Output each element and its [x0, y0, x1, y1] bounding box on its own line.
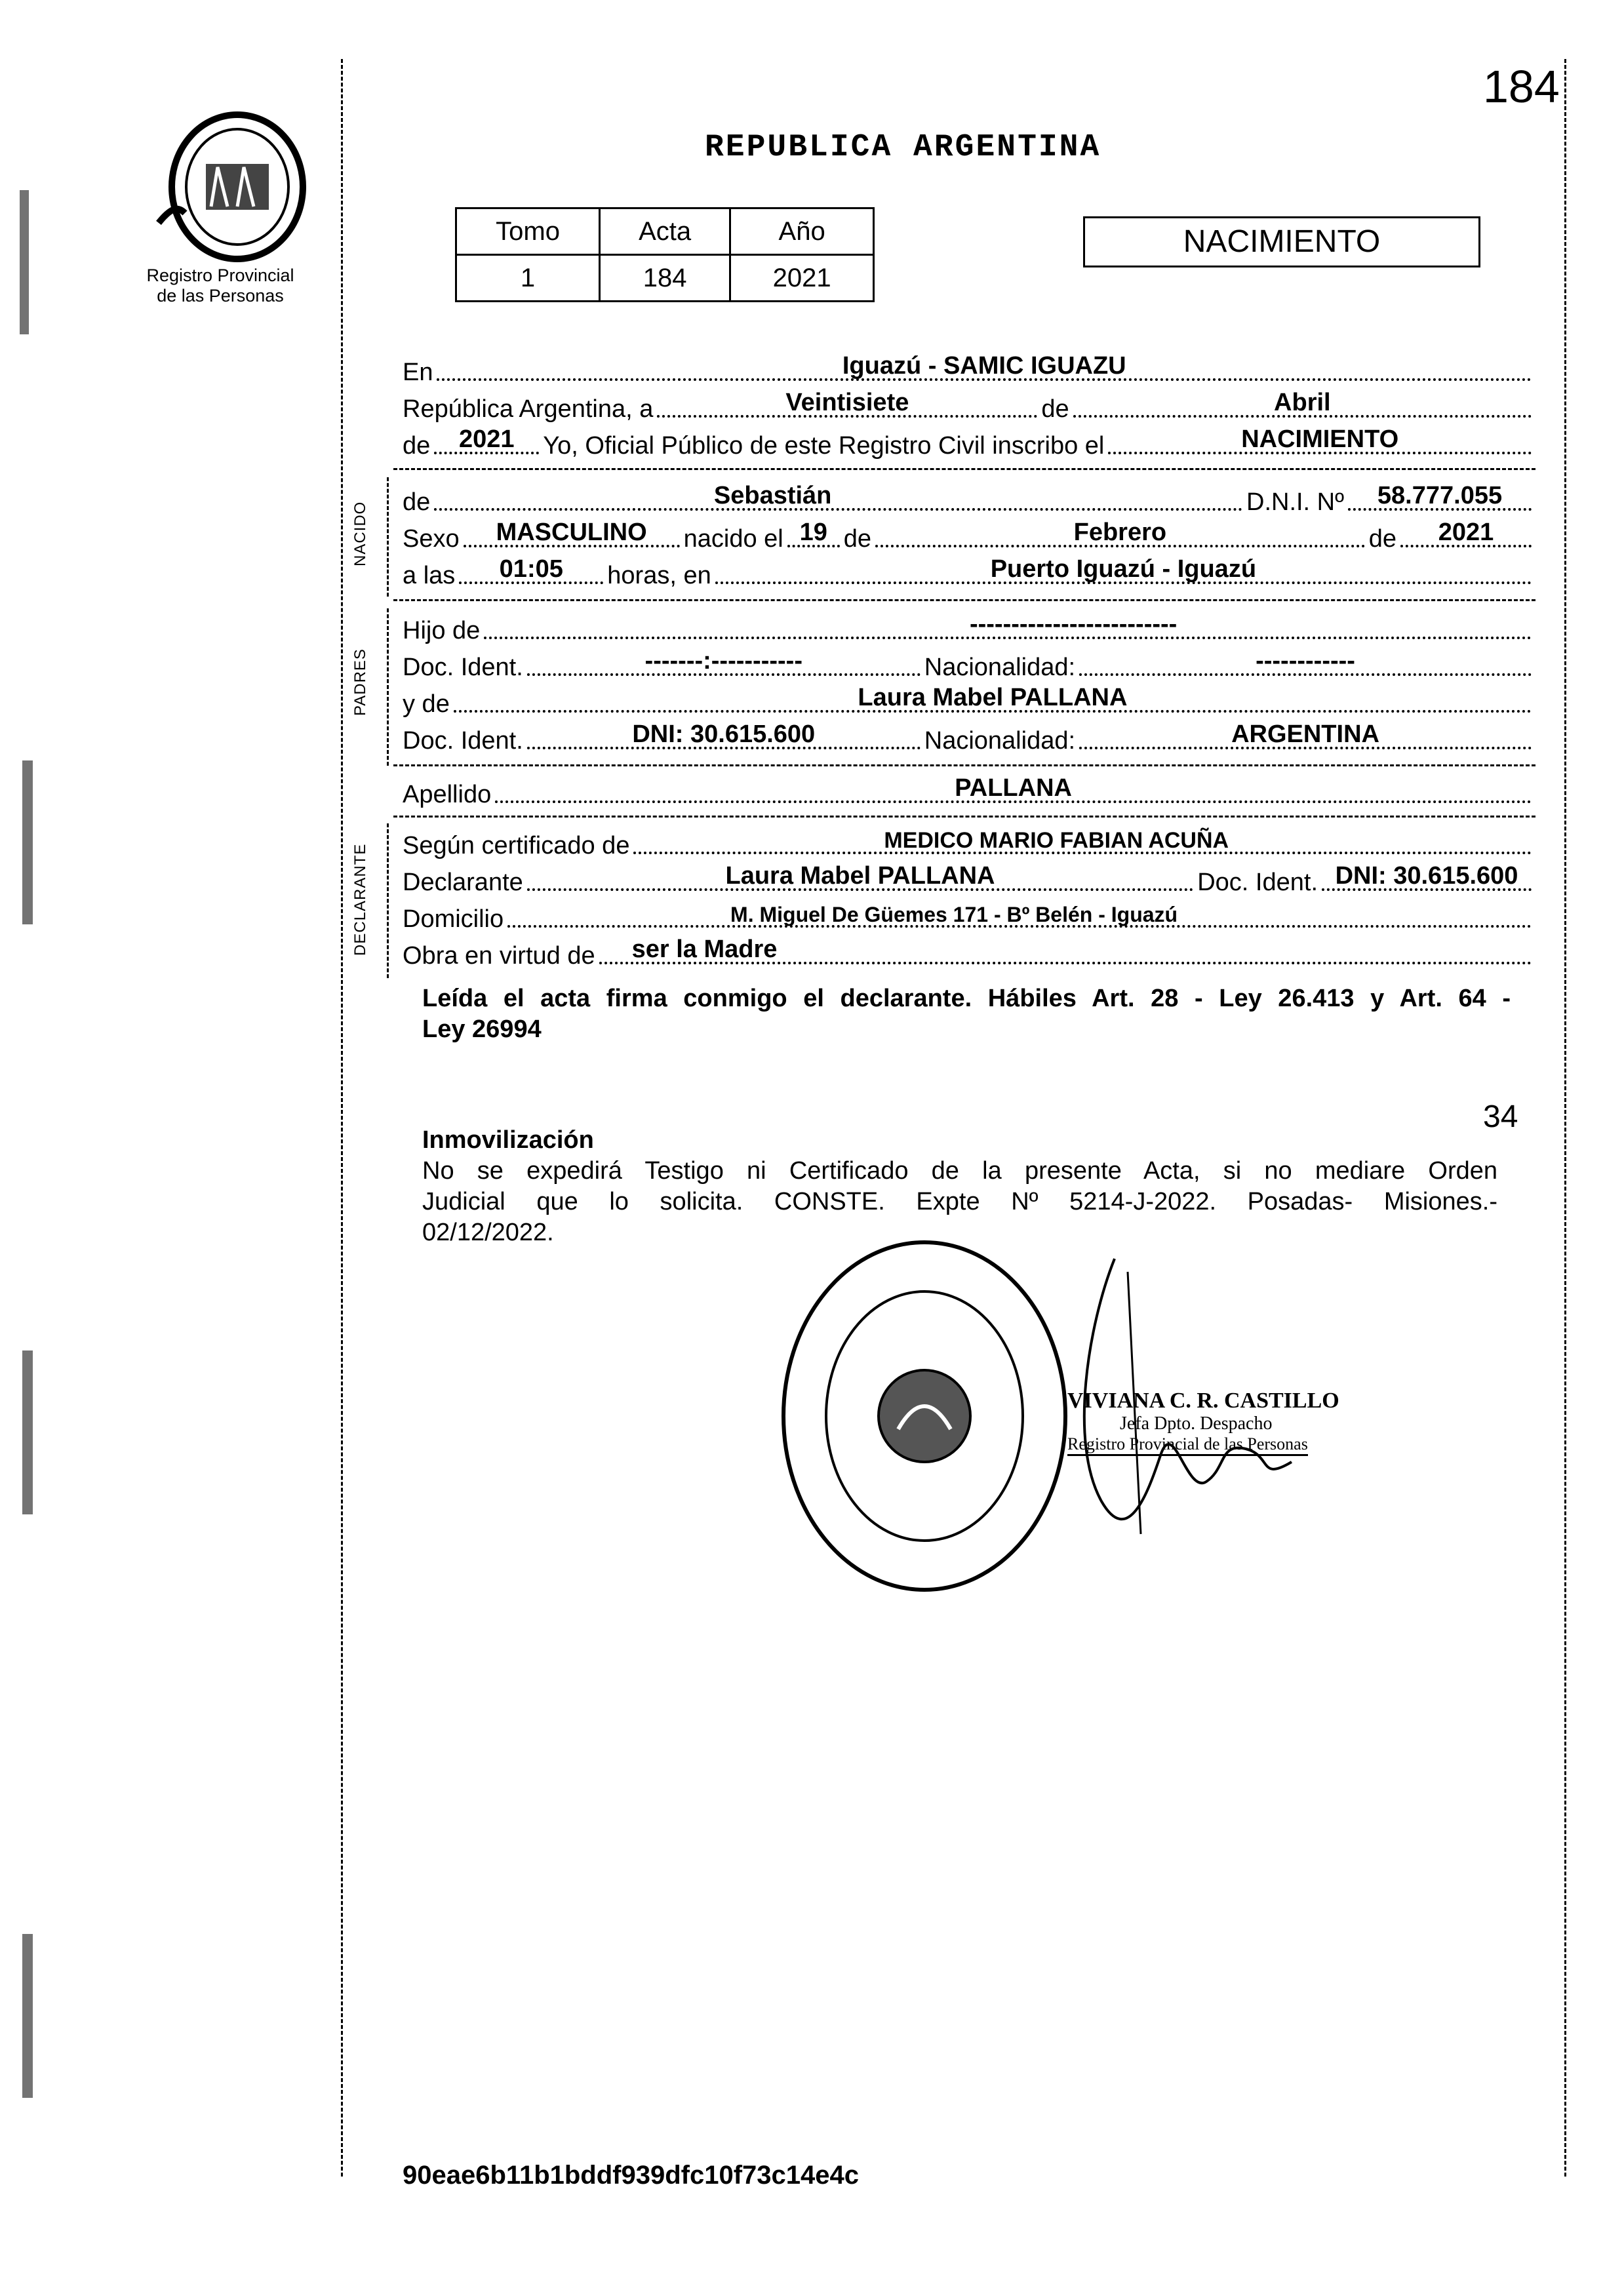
nac2: ARGENTINA — [1231, 720, 1379, 748]
misiones-emblem-icon — [146, 108, 316, 272]
label-nac1: Nacionalidad: — [924, 654, 1076, 681]
province-emblem — [146, 108, 316, 272]
row-hijo-de — [403, 608, 1535, 645]
month: Abril — [1274, 389, 1331, 416]
side-label-declarante: DECLARANTE — [351, 843, 369, 956]
divider-apellido — [393, 816, 1535, 818]
label-dni: D.N.I. Nº — [1246, 488, 1344, 516]
label-obra: Obra en virtud de — [403, 942, 595, 970]
header-anio: Año — [730, 208, 874, 255]
declarante-bracket — [387, 823, 389, 978]
year: 2021 — [459, 425, 515, 453]
nac1: ------------ — [1256, 647, 1355, 675]
scan-artifact-3 — [22, 1350, 33, 1514]
signatory-name: VIVIANA C. R. CASTILLO — [1067, 1389, 1339, 1413]
label-doc-decl: Doc. Ident. — [1197, 869, 1318, 896]
act: NACIMIENTO — [1241, 425, 1399, 453]
row-republica — [403, 387, 1535, 424]
seal-icon — [774, 1232, 1075, 1600]
closing-text — [422, 983, 1511, 1045]
divider-nacido — [393, 599, 1535, 601]
label-republica: República Argentina, a — [403, 395, 654, 423]
doc1: -------:----------- — [644, 647, 802, 675]
registration-header-row — [456, 208, 874, 255]
label-name-de: de — [403, 488, 431, 516]
registry-line-1: Registro Provincial — [146, 266, 294, 285]
obra: ser la Madre — [631, 936, 778, 963]
label-nac2: Nacionalidad: — [924, 727, 1076, 755]
right-margin-line — [1564, 59, 1566, 2177]
yo-text: Yo, Oficial Público de este Registro Civil inscribo el — [543, 432, 1105, 460]
row-hora — [403, 553, 1535, 590]
place: Iguazú - SAMIC IGUAZU — [842, 352, 1126, 380]
note-number: 34 — [1483, 1099, 1518, 1134]
father: ------------------------- — [969, 610, 1178, 638]
label-doc1: Doc. Ident. — [403, 654, 523, 681]
registry-name — [122, 266, 319, 306]
child-dni: 58.777.055 — [1377, 482, 1503, 509]
sexo: MASCULINO — [496, 519, 647, 546]
document-hash: 90eae6b11b1bddf939dfc10f73c14e4c — [403, 2161, 860, 2190]
left-margin-line — [341, 59, 343, 2177]
inmovilizacion-line-1: No se expedirá Testigo ni Certificado de la presente Acta, si no mediare Orden — [422, 1157, 1497, 1185]
label-de: de — [1041, 395, 1069, 423]
record-type: NACIMIENTO — [1183, 224, 1381, 259]
inmovilizacion-block — [422, 1125, 1497, 1248]
nacido-bracket — [387, 477, 389, 597]
header-acta: Acta — [600, 208, 730, 255]
scan-artifact-2 — [22, 760, 33, 924]
label-de3: de — [1368, 525, 1396, 553]
page-number: 184 — [1483, 61, 1560, 112]
padres-bracket — [387, 608, 389, 766]
side-label-padres: PADRES — [351, 648, 369, 716]
registration-table — [455, 207, 875, 302]
label-a-las: a las — [403, 562, 456, 589]
value-anio: 2021 — [730, 255, 874, 302]
row-certificado — [403, 823, 1535, 860]
row-sexo — [403, 517, 1535, 553]
scan-artifact-4 — [22, 1934, 33, 2098]
header-tomo: Tomo — [456, 208, 600, 255]
registry-line-2: de las Personas — [157, 286, 284, 305]
label-en: En — [403, 359, 433, 386]
row-doc1 — [403, 645, 1535, 682]
row-domicilio — [403, 897, 1535, 934]
label-doc2: Doc. Ident. — [403, 727, 523, 755]
label-de-year: de — [403, 432, 431, 460]
label-apellido: Apellido — [403, 781, 492, 808]
value-acta: 184 — [600, 255, 730, 302]
doc2: DNI: 30.615.600 — [632, 720, 816, 748]
row-doc2 — [403, 719, 1535, 755]
child-name: Sebastián — [713, 482, 832, 509]
registration-value-row — [456, 255, 874, 302]
label-domicilio: Domicilio — [403, 905, 504, 933]
row-declarante — [403, 860, 1535, 897]
divider-intro — [393, 468, 1535, 470]
closing-line-1: Leída el acta firma conmigo el declarante. Hábiles Art. 28 - Ley 26.413 y Art. 64 - — [422, 985, 1511, 1012]
label-y-de: y de — [403, 690, 450, 718]
label-declarante: Declarante — [403, 869, 523, 896]
row-name — [403, 480, 1535, 517]
doc-declarante: DNI: 30.615.600 — [1335, 862, 1518, 890]
label-cert: Según certificado de — [403, 832, 630, 859]
label-sexo: Sexo — [403, 525, 460, 553]
label-horas-en: horas, en — [607, 562, 711, 589]
domicilio: M. Miguel De Güemes 171 - Bº Belén - Iguazú — [730, 903, 1178, 926]
label-nacido-el: nacido el — [683, 525, 783, 553]
row-y-de — [403, 682, 1535, 719]
declarante: Laura Mabel PALLANA — [725, 862, 995, 890]
birth-place: Puerto Iguazú - Iguazú — [990, 555, 1257, 583]
value-tomo: 1 — [456, 255, 600, 302]
birth-day: 19 — [799, 519, 827, 546]
inmovilizacion-line-2: Judicial que lo solicita. CONSTE. Expte Nº 5214-J-2022. Posadas- Misiones.- — [422, 1188, 1497, 1215]
row-obra — [403, 934, 1535, 970]
apellido: PALLANA — [955, 774, 1072, 802]
label-de2: de — [843, 525, 872, 553]
day-words: Veintisiete — [785, 389, 909, 416]
row-en — [403, 350, 1535, 387]
row-apellido — [403, 772, 1535, 809]
scan-artifact-1 — [20, 190, 29, 334]
birth-time: 01:05 — [499, 555, 563, 583]
divider-padres — [393, 764, 1535, 766]
inmovilizacion-title: Inmovilización — [422, 1126, 594, 1154]
row-year-act — [403, 424, 1535, 460]
signature-stamp — [1067, 1389, 1369, 1456]
closing-line-2: Ley 26994 — [422, 1015, 542, 1043]
birth-year: 2021 — [1438, 519, 1494, 546]
signatory-role: Jefa Dpto. Despacho — [1120, 1413, 1273, 1434]
signatory-org: Registro Provincial de las Personas — [1067, 1434, 1308, 1456]
certificado: MEDICO MARIO FABIAN ACUÑA — [884, 828, 1229, 853]
birth-month: Febrero — [1073, 519, 1167, 546]
label-hijo-de: Hijo de — [403, 617, 481, 644]
record-type-box — [1083, 216, 1480, 267]
inmovilizacion-line-3: 02/12/2022. — [422, 1219, 554, 1246]
header-title: REPUBLICA ARGENTINA — [705, 130, 1101, 165]
official-seal — [774, 1232, 1075, 1600]
side-label-nacido: NACIDO — [351, 501, 369, 566]
mother: Laura Mabel PALLANA — [858, 684, 1128, 711]
